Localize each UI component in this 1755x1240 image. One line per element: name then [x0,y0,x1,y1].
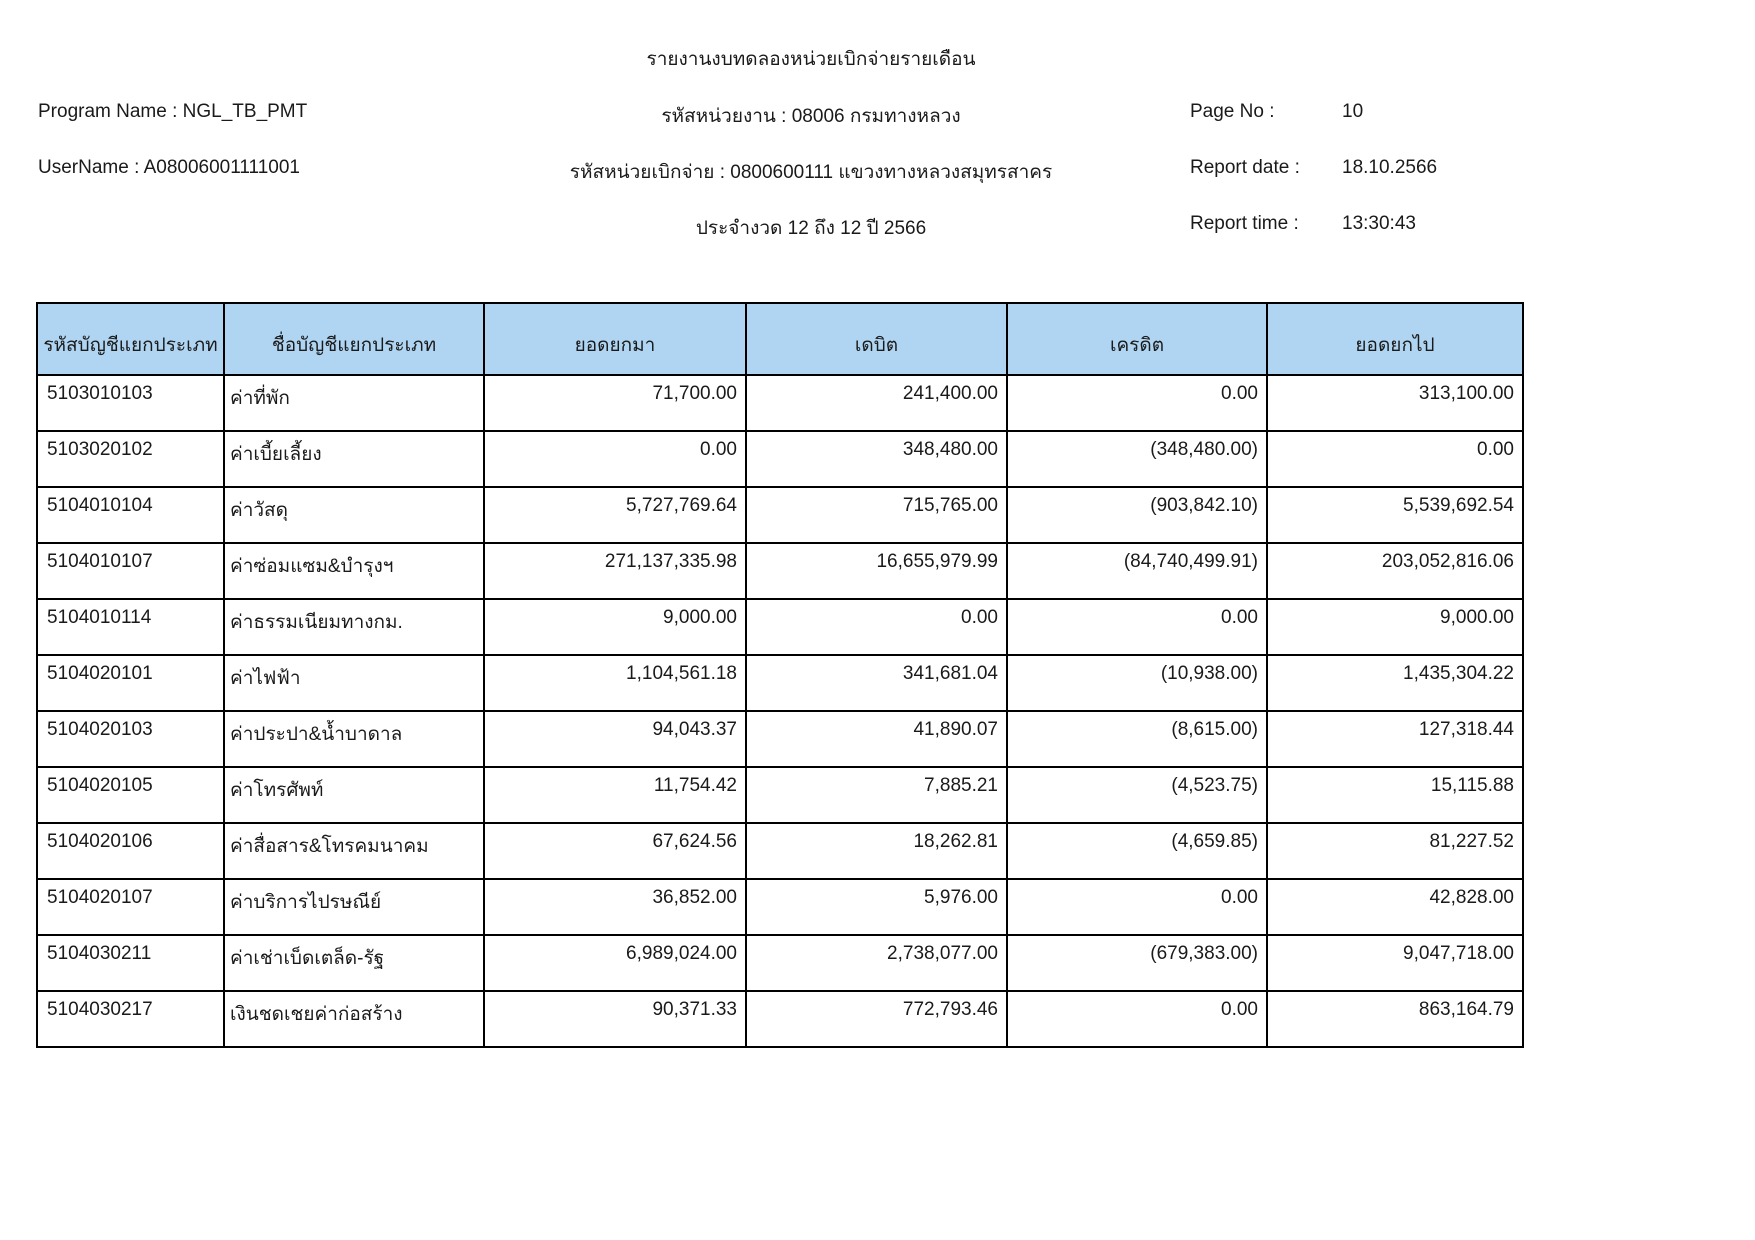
ending-balance-cell: 0.00 [1267,431,1523,487]
beginning-balance-cell: 271,137,335.98 [484,543,746,599]
credit-cell: 0.00 [1007,599,1267,655]
account-code-cell: 5104020107 [37,879,224,935]
report-date-label: Report date : [1190,157,1300,178]
report-time-label: Report time : [1190,213,1299,234]
account-name-cell: ค่าที่พัก [224,375,484,431]
account-name-cell: ค่าซ่อมแซม&บำรุงฯ [224,543,484,599]
beginning-balance-cell: 36,852.00 [484,879,746,935]
account-code-cell: 5104030217 [37,991,224,1047]
account-name-cell: เงินชดเชยค่าก่อสร้าง [224,991,484,1047]
table-body [37,375,1523,1047]
report-time-value: 13:30:43 [1342,213,1416,234]
debit-cell: 341,681.04 [746,655,1007,711]
account-name-cell: ค่าโทรศัพท์ [224,767,484,823]
credit-cell: (4,523.75) [1007,767,1267,823]
page-no-label: Page No : [1190,101,1275,122]
account-name-cell: ค่าวัสดุ [224,487,484,543]
beginning-balance-cell: 67,624.56 [484,823,746,879]
user-name: UserName : A08006001111001 [38,157,300,178]
ending-balance-cell: 203,052,816.06 [1267,543,1523,599]
beginning-balance-cell: 1,104,561.18 [484,655,746,711]
account-name-cell: ค่าธรรมเนียมทางกม. [224,599,484,655]
debit-cell: 0.00 [746,599,1007,655]
account-code-cell: 5103010103 [37,375,224,431]
column-header-beginning-balance: ยอดยกมา [484,303,746,375]
column-header-credit: เครดิต [1007,303,1267,375]
debit-cell: 2,738,077.00 [746,935,1007,991]
beginning-balance-cell: 6,989,024.00 [484,935,746,991]
debit-cell: 16,655,979.99 [746,543,1007,599]
trial-balance-table [36,302,1524,1048]
report-title: รายงานงบทดลองหน่วยเบิกจ่ายรายเดือน [646,49,976,70]
debit-cell: 18,262.81 [746,823,1007,879]
account-code-cell: 5104010107 [37,543,224,599]
column-header-account-name: ชื่อบัญชีแยกประเภท [224,303,484,375]
credit-cell: (84,740,499.91) [1007,543,1267,599]
account-code-cell: 5103020102 [37,431,224,487]
table-row [37,711,1523,767]
debit-cell: 241,400.00 [746,375,1007,431]
account-name-cell: ค่าเช่าเบ็ดเตล็ด-รัฐ [224,935,484,991]
account-code-cell: 5104020101 [37,655,224,711]
account-name-cell: ค่าประปา&น้ำบาดาล [224,711,484,767]
table-row [37,879,1523,935]
column-header-account-code: รหัสบัญชีแยกประเภท [37,303,224,375]
debit-cell: 772,793.46 [746,991,1007,1047]
credit-cell: 0.00 [1007,375,1267,431]
ending-balance-cell: 81,227.52 [1267,823,1523,879]
debit-cell: 348,480.00 [746,431,1007,487]
beginning-balance-cell: 11,754.42 [484,767,746,823]
beginning-balance-cell: 9,000.00 [484,599,746,655]
beginning-balance-cell: 0.00 [484,431,746,487]
credit-cell: (4,659.85) [1007,823,1267,879]
report-date-value: 18.10.2566 [1342,157,1438,178]
credit-cell: (903,842.10) [1007,487,1267,543]
account-code-cell: 5104020105 [37,767,224,823]
disbursement-unit: รหัสหน่วยเบิกจ่าย : 0800600111 แขวงทางหลวงสมุทรสาคร [569,162,1053,183]
account-name-cell: ค่าไฟฟ้า [224,655,484,711]
agency-code: รหัสหน่วยงาน : 08006 กรมทางหลวง [661,106,961,127]
table-row [37,375,1523,431]
beginning-balance-cell: 71,700.00 [484,375,746,431]
account-code-cell: 5104010104 [37,487,224,543]
ending-balance-cell: 127,318.44 [1267,711,1523,767]
page-no-value: 10 [1342,101,1364,122]
table-row [37,655,1523,711]
ending-balance-cell: 313,100.00 [1267,375,1523,431]
column-header-ending-balance: ยอดยกไป [1267,303,1523,375]
account-code-cell: 5104020106 [37,823,224,879]
ending-balance-cell: 15,115.88 [1267,767,1523,823]
table-row [37,935,1523,991]
ending-balance-cell: 1,435,304.22 [1267,655,1523,711]
credit-cell: (348,480.00) [1007,431,1267,487]
beginning-balance-cell: 90,371.33 [484,991,746,1047]
account-name-cell: ค่าบริการไปรษณีย์ [224,879,484,935]
account-code-cell: 5104020103 [37,711,224,767]
debit-cell: 5,976.00 [746,879,1007,935]
table-row [37,823,1523,879]
ending-balance-cell: 42,828.00 [1267,879,1523,935]
account-code-cell: 5104010114 [37,599,224,655]
ending-balance-cell: 5,539,692.54 [1267,487,1523,543]
account-name-cell: ค่าสื่อสาร&โทรคมนาคม [224,823,484,879]
credit-cell: (10,938.00) [1007,655,1267,711]
table-row [37,487,1523,543]
beginning-balance-cell: 94,043.37 [484,711,746,767]
table-header-row [37,303,1523,375]
table-row [37,543,1523,599]
credit-cell: 0.00 [1007,991,1267,1047]
program-name: Program Name : NGL_TB_PMT [38,101,308,122]
debit-cell: 41,890.07 [746,711,1007,767]
table-row [37,599,1523,655]
ending-balance-cell: 863,164.79 [1267,991,1523,1047]
period: ประจำงวด 12 ถึง 12 ปี 2566 [695,218,927,239]
column-header-debit: เดบิต [746,303,1007,375]
credit-cell: 0.00 [1007,879,1267,935]
table-row [37,767,1523,823]
account-code-cell: 5104030211 [37,935,224,991]
credit-cell: (8,615.00) [1007,711,1267,767]
credit-cell: (679,383.00) [1007,935,1267,991]
table-row [37,431,1523,487]
beginning-balance-cell: 5,727,769.64 [484,487,746,543]
table-row [37,991,1523,1047]
ending-balance-cell: 9,000.00 [1267,599,1523,655]
debit-cell: 7,885.21 [746,767,1007,823]
account-name-cell: ค่าเบี้ยเลี้ยง [224,431,484,487]
ending-balance-cell: 9,047,718.00 [1267,935,1523,991]
debit-cell: 715,765.00 [746,487,1007,543]
